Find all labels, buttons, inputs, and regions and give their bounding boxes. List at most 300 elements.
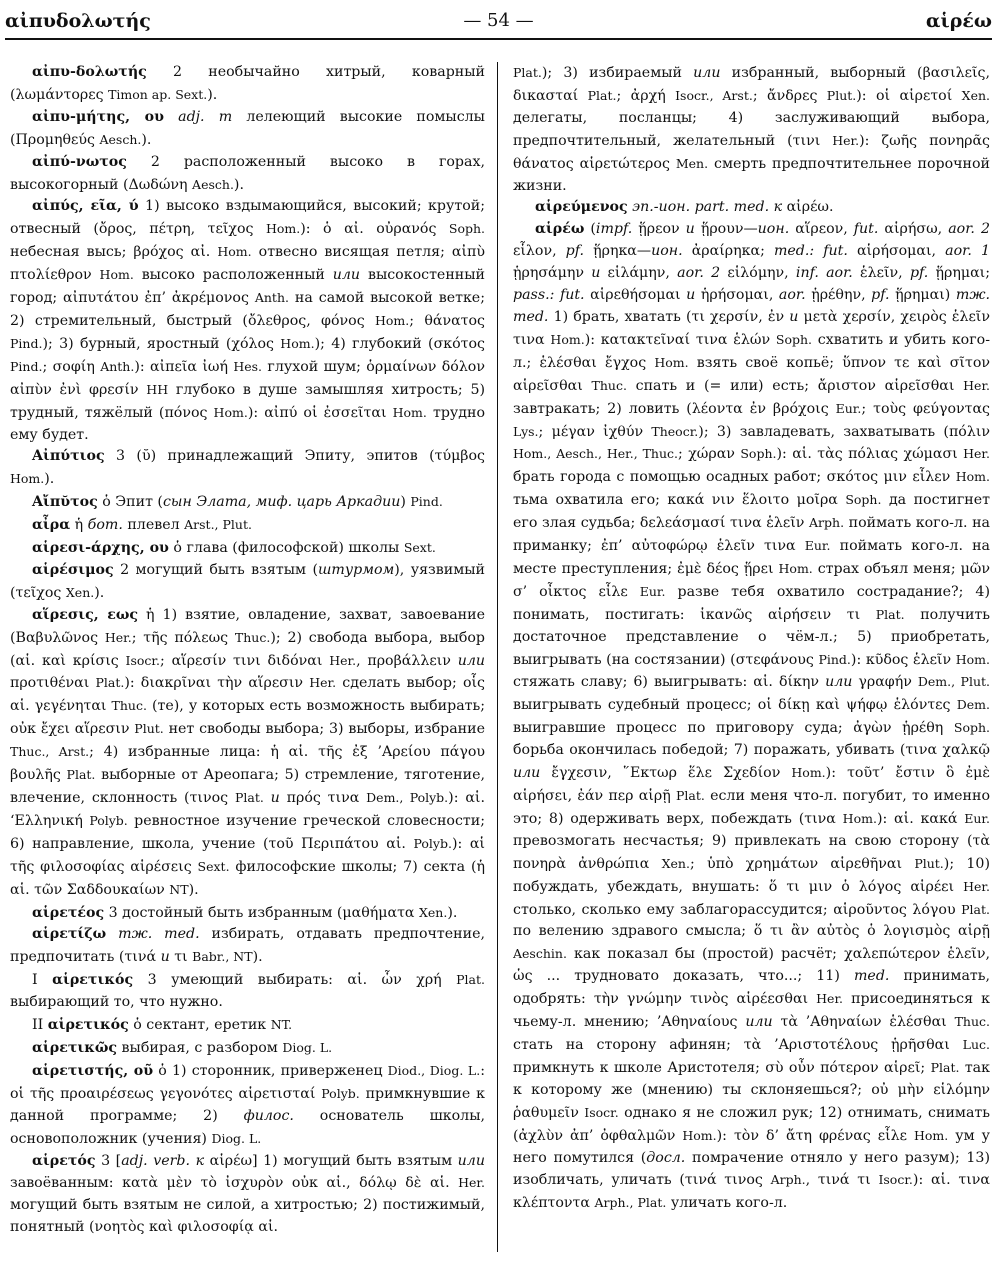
entry-text: присоединяться к чьему-л. мнению; ’Αθηναίους [513,991,990,1031]
entry-text: ): οἱ αἱρετοί [856,87,962,104]
source-abbreviation: Plat. [930,1059,960,1075]
source-abbreviation: Eur. [804,538,831,554]
dictionary-entry [10,1037,485,1060]
headword: Αἰπύτιος [32,448,105,465]
entry-text [106,926,118,942]
entry-text: ); 3) избираемый [541,65,694,81]
source-abbreviation: Hom. [280,335,315,351]
entry-text: , προβάλλειν [356,652,458,669]
entry-text: примкнуть к школе Аристотеля; σὺ οὖν πότερον αἱρεῖ; [513,1059,931,1076]
entry-text: ). [141,131,152,148]
source-abbreviation: Hom. [791,765,826,781]
source-abbreviation: Theocr. [651,423,699,439]
page-header [5,8,992,40]
entry-text: ; σοφίη [42,358,101,375]
entry-text: ᾕρεον [632,221,686,238]
source-abbreviation: Her. [458,1175,485,1191]
entry-text: ᾑρέθην, [805,287,872,304]
dictionary-entry [10,514,485,537]
entry-text: ): αἱ. τινα κλέπτοντα [513,1172,990,1212]
entry-text: поймать кого-л. на приманку; ἐπ’ αὐτοφώρῳ ἑλεῖν τινα [513,515,990,555]
entry-text: уличать кого-л. [666,1195,788,1212]
entry-text: ᾕρουν— [694,221,758,238]
entry-text: ᾑρησάμην [513,265,592,282]
grammar-note: inf. aor. [795,265,853,282]
source-abbreviation: Her. [104,629,132,645]
dictionary-entry [10,446,485,491]
source-abbreviation: Thuc. [234,629,271,645]
source-abbreviation: Men. [675,155,709,171]
entry-text: 2 могущий быть взятым ( [113,561,318,578]
dictionary-entry [10,491,485,514]
entry-text: ): τὸν δ’ ἄτη φρένας εἷλε [716,1127,914,1144]
grammar-note: и [591,265,601,282]
dictionary-entry [10,924,485,969]
grammar-note: и [789,308,799,325]
entry-text: ): αἰπύ οἱ ἐσσεῖται [247,404,393,421]
source-abbreviation: Dem., Plut. [917,674,990,690]
entry-text: разве тебя охватило сострадание?; 4) понимать, постигать: ἱκανῶς αἱρήσειν τι [513,583,990,623]
entry-text: εἱλόμην, [720,265,796,282]
source-abbreviation: Pind. [410,494,443,510]
entry-text: ἀραίρηκα; [682,243,774,260]
source-abbreviation: Babr., NT [192,949,253,965]
dictionary-entry [513,62,990,197]
entry-text: философские школы; 7) секта (ἡ αἱ. τῶν Σαδδουκαίων [10,858,485,898]
source-abbreviation: Thuc. [954,1014,990,1030]
entry-text: выбирающий то, что нужно. [10,994,223,1011]
entry-text [164,109,178,125]
grammar-note: adj. verb. к [121,1152,205,1169]
source-abbreviation: Aesch. [192,176,234,192]
entry-text [264,790,271,806]
source-abbreviation: Hom., Aesch., Her., Thuc. [513,446,678,462]
source-abbreviation: Arph., Plat. [594,1195,667,1211]
source-abbreviation: NT [169,881,189,897]
entry-text: могущий быть взятым не силой, а хитростью; 2) постижимый, понятный (νοητὸς καὶ φιλοσοφίᾳ αἱ. [10,1197,485,1236]
entry-text: ἔγχεσιν, ῞Εκτωρ ἕλε Σχεδίον [540,765,792,782]
source-abbreviation: Her. [963,878,990,894]
source-abbreviation: Pind. [10,358,43,374]
source-abbreviation: Hom. [213,404,248,420]
entry-text: ): τοῦτ’ ἔστιν ὃ ἐμὲ αἱρήσει, ἐάν περ αἱρῇ [513,765,990,804]
source-abbreviation: Plat. [456,972,485,988]
source-abbreviation: Plat. [961,901,990,917]
grammar-note: тж. med. [513,287,990,325]
entry-text: ; αἵρεσίν τινι διδόναι [160,652,330,669]
dictionary-entry [10,1060,485,1151]
entry-text: завоёванным: κατὰ μὲν τὸ ἰσχυρὸν οὐκ αἱ., δόλῳ δὲ αἱ. [10,1175,459,1192]
source-abbreviation: Aesch. [99,131,142,147]
source-abbreviation: Polyb. [413,835,452,851]
headword: αἰπύ-νωτος [32,153,127,170]
source-abbreviation: Her. [309,675,337,691]
grammar-note: филос. [243,1107,294,1124]
entry-text: ; τοὺς φεύγοντας [861,400,990,417]
dictionary-entry [10,605,485,902]
grammar-note: штурмом [317,561,395,578]
source-abbreviation: Plat. [875,606,905,622]
entry-text: ; ἄνδρες [752,87,827,104]
source-abbreviation: Thuc. [591,377,627,393]
entry-text: получить достаточное представление о чём-л.; 5) приобретать, выигрывать (на состязании) (στεφάνους [513,606,990,668]
entry-text: εἷλον, [513,243,566,260]
entry-text: ): ζωῆς πονηρᾶς θάνατος αἱρετώτερος [513,132,990,172]
grammar-note: или [693,65,721,81]
source-abbreviation: Her. [963,377,990,393]
entry-text: ). [252,949,263,966]
source-abbreviation: Hes. [233,358,263,374]
source-abbreviation: Thuc. [111,698,147,714]
source-abbreviation: HH [146,381,169,397]
entry-text: стяжать славу; 6) выигрывать: αἱ. δίκην [513,674,826,691]
source-abbreviation: Plat. [587,87,617,103]
source-abbreviation: Eur. [964,810,990,826]
entry-text: μετὰ χερσίν, χειρὸς ἑλεῖν τινα [513,308,990,348]
headword: αἱρετικῶς [32,1039,118,1056]
entry-text: помрачение отняло у него разум); 13) изобличать, уличать (τινά τινος [513,1149,990,1189]
headword: αἱρετός [32,1152,96,1169]
source-abbreviation: Lys. [513,423,539,439]
source-abbreviation: Polyb. [89,812,128,828]
entry-text: примкнувшие к данной программе; 2) [10,1085,485,1124]
grammar-note: aor. 1 [945,243,990,260]
entry-text: брать города с помощью осадных работ; σκότος μιν εἷλεν [513,469,956,486]
entry-text: спать и (= или) есть; ἄριστον αἱρεῖσθαι [626,377,964,394]
source-abbreviation: Soph. [448,221,485,237]
entry-text: высоко расположенный [133,267,333,284]
grammar-note: aor. 2 [677,265,721,282]
source-abbreviation: Plat. [675,788,705,803]
dictionary-entry [10,196,485,446]
grammar-note: и [685,221,695,238]
source-abbreviation: Luc. [962,1036,990,1052]
entry-text: ): διακρῖναι τὴν αἵρεσιν [124,675,310,692]
entry-text: на самой высокой ветке; 2) стремительный, быстрый (ὄλεθρος, φόνος [10,290,485,329]
grammar-note: сын Элата, миф. царь Аркадии [162,494,401,511]
grammar-note: или [745,1014,773,1031]
entry-text: ᾕρηκα— [584,243,652,260]
entry-text: отвесно висящая петля; αἰπὺ πτολίεθρον [10,244,485,284]
entry-text: ). [233,176,244,193]
source-abbreviation: Hom. [955,651,990,667]
entry-text: небесная высь; βρόχος αἰ. [10,244,218,261]
entry-text: 1) высоко вздымающийся, высокий; крутой; отвесный (ὄρος, πέτρη, τεῖχος [10,198,485,238]
grammar-note: pf. [909,265,929,282]
source-abbreviation: Thuc., Arst. [10,744,90,760]
left-column [10,62,485,1258]
entry-text: 2 необычайно хитрый, коварный (λωμάντορες [10,64,485,103]
source-abbreviation: Polyb. [321,1085,360,1101]
source-abbreviation: Diog. L. [282,1039,333,1055]
entry-text: ὁ глава (философской) школы [168,540,404,557]
dictionary-entry [513,197,990,219]
entry-text: 1) брать, хватать (τι χερσίν, ἐν [548,308,790,325]
entry-text: αἱρήσομαι, [847,243,946,260]
source-abbreviation: Xen. [661,855,690,871]
entry-text: ; ὑπὸ χρημάτων αἱρεθῆναι [689,855,915,872]
dictionary-entry [10,902,485,925]
source-abbreviation: Plat. [513,65,542,80]
entry-text: основатель школы, основоположник (учения) [10,1107,485,1147]
headword: αἱρετικός [52,972,134,989]
source-abbreviation: Anth. [254,290,289,306]
entry-text: ; θάνατος [409,312,485,329]
grammar-note: или [513,765,541,782]
entry-text: ). [207,86,218,103]
entry-text: трудно ему будет. [10,404,485,443]
source-abbreviation: Isocr. [584,1104,619,1120]
grammar-note: ион. [757,221,790,238]
entry-text: ὁ Эпит ( [97,494,163,511]
entry-text: стать на сторону афинян; τὰ ’Αριστοτέλους ᾑρῆσθαι [513,1036,963,1053]
source-abbreviation: Hom. [99,267,134,283]
source-abbreviation: NT. [270,1017,293,1033]
entry-text: ): αἱ. ‘Ελληνική [10,790,485,829]
entry-text: выбирая, с разбором [117,1039,283,1056]
source-abbreviation: Her. [963,446,990,462]
source-abbreviation: Arph. [770,1172,806,1188]
entry-text: ): ὁ αἰ. οὐρανός [300,221,449,238]
entry-text: ( [584,221,596,238]
entry-text: сделать выбор; οἷς αἱ. γεγένηται [10,675,485,715]
entry-text: ; μέγαν ἰχθύν [538,423,652,440]
entry-text: αἱρέω. [782,199,834,216]
source-abbreviation: Hom. [654,354,689,370]
headword: αἱρετιστής, οῦ [32,1062,154,1079]
source-abbreviation: Arph. [809,515,845,531]
grammar-note: досл. [646,1149,686,1166]
grammar-note: pf. [871,287,890,304]
entry-text: I [32,972,53,989]
entry-text: 3 достойный быть избранным (μαθήματα [104,904,420,921]
entry-text: ἡ 1) взятие, овладение, захват, завоевание (Βαβυλῶνος [10,606,485,646]
source-abbreviation: Hom. [265,221,301,237]
dictionary-entry [10,107,485,152]
source-abbreviation: Her. [832,132,860,148]
headword: αἱρετέος [32,904,105,921]
source-abbreviation: Soph. [953,720,990,736]
entry-text: высокостенный город; αἰπυτάτου ἐπ’ ἀκρέμονος [10,267,485,307]
dictionary-entry [10,152,485,197]
entry-text: ᾕρημαι; [928,265,990,282]
entry-text: борьба окончилась победой; 7) поражать, убивать (τινα χαλκῷ [513,742,990,759]
grammar-note: impf. [595,221,633,238]
entry-text: ἑλεῖν, [852,265,910,282]
source-abbreviation: Sext. [197,858,230,874]
entry-text: выигравшие процесс по приговору суда; ἀγὼν ᾑρέθη [513,720,954,737]
headword: αἰπυ-δολωτής [32,64,147,80]
entry-text: εἱλάμην, [600,265,678,282]
page-number: — 54 — [463,10,534,31]
source-abbreviation: Dem. [956,697,990,713]
entry-text: взять своё копьё; ὕπνον τε καὶ σῖτον αἱρεῖσθαι [513,354,990,394]
entry-text: ) [400,494,411,511]
source-abbreviation: Soph. [845,492,882,508]
entry-text: ); 3) завладевать, захватывать (πόλιν [698,423,990,440]
headword: αἱρέσιμος [32,561,114,578]
entry-text: ); 4) глубокий (σκότος [314,335,485,352]
entry-text: ); 2) свобода выбора, выбор (αἱ. καὶ κρίσις [10,629,485,669]
entry-text: как показал бы (простой) расчёт; χαλεπώτερον ἑλεῖν, ὡς ... трудновато доказать, что...; 11) [513,946,990,985]
grammar-note: и [160,949,170,966]
entry-text: однако я не сложил рук; 12) отнимать, снимать (ἀχλὺν ἀπ’ ὀφθαλμῶν [513,1104,990,1144]
source-abbreviation: Hom. [955,469,990,485]
entry-text: ): αἰπεῖα ἰωή [134,358,234,375]
entry-text: ). [447,904,458,921]
grammar-note: и [270,790,280,806]
entry-text: ὁ 1) сторонник, приверженец [153,1062,388,1079]
grammar-note: aor. 2 [948,221,990,238]
entry-text: превозмогать несчастья; 9) привлекать на свою сторону (τὰ πονηρὰ ἀνθρώπια [513,832,990,872]
source-abbreviation: Anth. [100,358,135,374]
grammar-note: med.: fut. [773,243,848,260]
entry-text: выигрывать судебный процесс; οἱ δίκῃ καὶ ψήφῳ ἑλόντες [513,697,957,714]
entry-text: 2 расположенный высоко в горах, высокогорный (Δωδώνη [10,153,485,193]
source-abbreviation: Pind. [818,651,851,667]
headword: αἵρεσις, εως [32,606,138,623]
entry-text: ᾕρημαι) [889,287,956,304]
headword: αἰπύς, εῖα, ύ [32,198,139,215]
source-abbreviation: Isocr. [878,1172,913,1188]
entry-text: лелеющий высокие помыслы (Προμηθεύς [10,108,485,148]
source-abbreviation: Arst., Plut. [184,517,252,533]
source-abbreviation: Plut. [826,87,857,103]
entry-text: τι [169,949,193,966]
source-abbreviation: Plat. [66,767,96,783]
grammar-note: или [457,1152,485,1169]
entry-text: плевел [122,517,185,534]
grammar-note: ион. [651,243,683,260]
entry-text: ревностное изучение греческой словесности; 6) направление, школа, учение (τοῦ Περιπάτου αἱ. [10,812,485,852]
dictionary-entry [10,537,485,560]
source-abbreviation: Eur. [835,400,862,416]
source-abbreviation: Isocr. [125,652,160,668]
entry-text: глубоко в душе замышляя хитрость; 5) трудный, тяжёлый (πόνος [10,381,485,421]
source-abbreviation: Soph. [740,446,777,462]
grammar-note: эп.-ион. part. med. к [632,199,783,216]
source-abbreviation: Timon ap. Sext. [108,86,208,102]
source-abbreviation: Isocr., Arst. [675,87,753,103]
grammar-note: и [686,287,696,304]
source-abbreviation: Diod., Diog. L. [387,1062,481,1078]
grammar-note: fut. [853,221,879,238]
headword: αἱρέω [535,221,585,238]
entry-text: завтракать; 2) ловить (λέοντα ἐν βρόχοις [513,400,836,417]
entry-text: ): αἱ. τὰς πόλιας χώμασι [776,446,964,463]
entry-text: II [32,1017,48,1034]
entry-text: ). [44,471,55,488]
entry-text: ), уязвимый (τεῖχος [10,561,485,601]
entry-text: αἱρεθήσομαι [584,287,687,304]
entry-text: столько, сколько ему заблагорассудится; αἱροῦντος λόγου [513,901,962,918]
entry-text: ): κῦδος ἑλεῖν [850,651,956,668]
headword: αἰπυ-μήτης, ου [32,108,164,125]
grammar-note: pass.: fut. [513,287,585,304]
source-abbreviation: Aeschin. [513,946,567,962]
grammar-note: aor. [778,287,806,304]
source-abbreviation: Plat. [95,675,125,691]
source-abbreviation: Hom. [217,244,252,260]
entry-text: глухой шум; ὁρμαίνων δόλον αἰπὺν ἐνὶ φρεσίν [10,358,485,398]
source-abbreviation: Xen. [419,904,448,920]
source-abbreviation: Hom. [392,404,427,420]
entry-text: нет свободы выбора; 3) выборы, избрание [163,721,485,738]
entry-text: делегаты, посланцы; 4) заслуживающий выбора, предпочтительный, желательный (τινι [513,109,990,149]
entry-text: αἱρέω] 1) могущий быть взятым [204,1152,458,1169]
grammar-note: med. [853,968,890,985]
entry-text: тьма охватила его; κακά νιν ἕλοιτο μοῖρα [513,492,846,509]
grammar-note: или [825,674,853,691]
entry-text: ); 10) побуждать, убеждать, внушать: ὅ τι μιν ὁ λόγος αἱρέει [513,855,990,895]
source-abbreviation: Dem., Polyb. [366,790,449,805]
entry-text: ; χώραν [678,446,741,463]
source-abbreviation: Hom. [682,1127,717,1143]
grammar-note: adj. m [178,108,233,125]
grammar-note: бот. [87,517,123,534]
entry-text: поймать кого-л. на месте преступления; ἐμὲ δέος ᾕρει [513,538,990,577]
entry-text: : οἱ τῆς προαιρέσεως γεγονότες αἱρετισταί [10,1062,485,1102]
entry-text: προτιθέναι [10,675,96,692]
header-first-headword: αἰπυδολωτής [5,10,151,32]
source-abbreviation: Hom. [374,312,410,328]
dictionary-entry [10,62,485,107]
headword: αἱρετίζω [32,926,107,943]
entry-text: схватить и убить кого-л.; ἑλέσθαι ἔγχος [513,331,990,371]
source-abbreviation: Pind. [10,335,43,351]
dictionary-entry [10,1151,485,1240]
source-abbreviation: Xen. [961,87,990,103]
entry-text: 3 [ [95,1152,122,1169]
source-abbreviation: Soph. [775,331,812,347]
entry-text: ). [94,584,105,601]
entry-text: 3 умеющий выбирать: αἱ. ὧν χρή [133,972,457,989]
source-abbreviation: Hom. [842,810,877,826]
headword: Αἴπῠτος [32,494,98,511]
dictionary-entry [513,219,990,1215]
source-abbreviation: Plut. [914,855,944,871]
entry-text: ; ἀρχή [616,87,676,104]
right-column [513,62,990,1258]
source-abbreviation: Sext. [403,540,436,556]
entry-text: выборные от Ареопага; 5) стремление, тяготение, влечение, склонность (τινος [10,767,485,806]
entry-text: τὰ ’Αθηναίων ἑλέσθαι [772,1014,955,1031]
entry-text: γραφήν [852,674,918,691]
entry-text: избирать, отдавать предпочтение, предпочитать (τινά [10,926,485,966]
source-abbreviation: Xen. [65,584,95,600]
headword: αἱρεσι-άρχης, ου [32,540,169,557]
entry-text: ): κατακτεῖναί τινα ἑλών [584,331,776,348]
entry-text: ἡ [70,517,88,534]
source-abbreviation: Eur. [639,583,666,599]
dictionary-entry [10,560,485,605]
entry-text: ὁ сектант, еретик [128,1017,271,1034]
dictionary-entry [10,1014,485,1037]
entry-text: ἡρήσομαι, [695,287,779,304]
source-abbreviation: Hom. [550,331,585,347]
entry-text: ); 3) бурный, яростный (χόλος [42,335,281,352]
entry-text: по велению здравого смысла; ὅ τι ἂν αὐτὸς ὁ λογισμὸς αἱρῇ [513,923,990,940]
source-abbreviation: Hom. [913,1127,949,1143]
entry-text: πρός τινα [279,790,367,806]
entry-text: , τινά τι [805,1172,879,1189]
headword: αἶρα [32,517,71,534]
entry-text: ; 4) избранные лица: ἡ αἱ. τῆς ἐξ ’Αρείου πάγου βουλῆς [10,744,485,784]
entry-text: если меня что-л. погубит, то именно это; 8) одерживать верх, побеждать (τινα [513,788,990,827]
entry-text: избранный, выборный (βασιλεῖς, δικασταί [513,65,990,104]
entry-text: принимать, одобрять: τὴν γνώμην τινὸς αἱρέεσθαι [513,968,990,1008]
entry-text: 3 (ῠ) принадлежащий Эпиту, эпитов (τύμβος [104,448,485,465]
